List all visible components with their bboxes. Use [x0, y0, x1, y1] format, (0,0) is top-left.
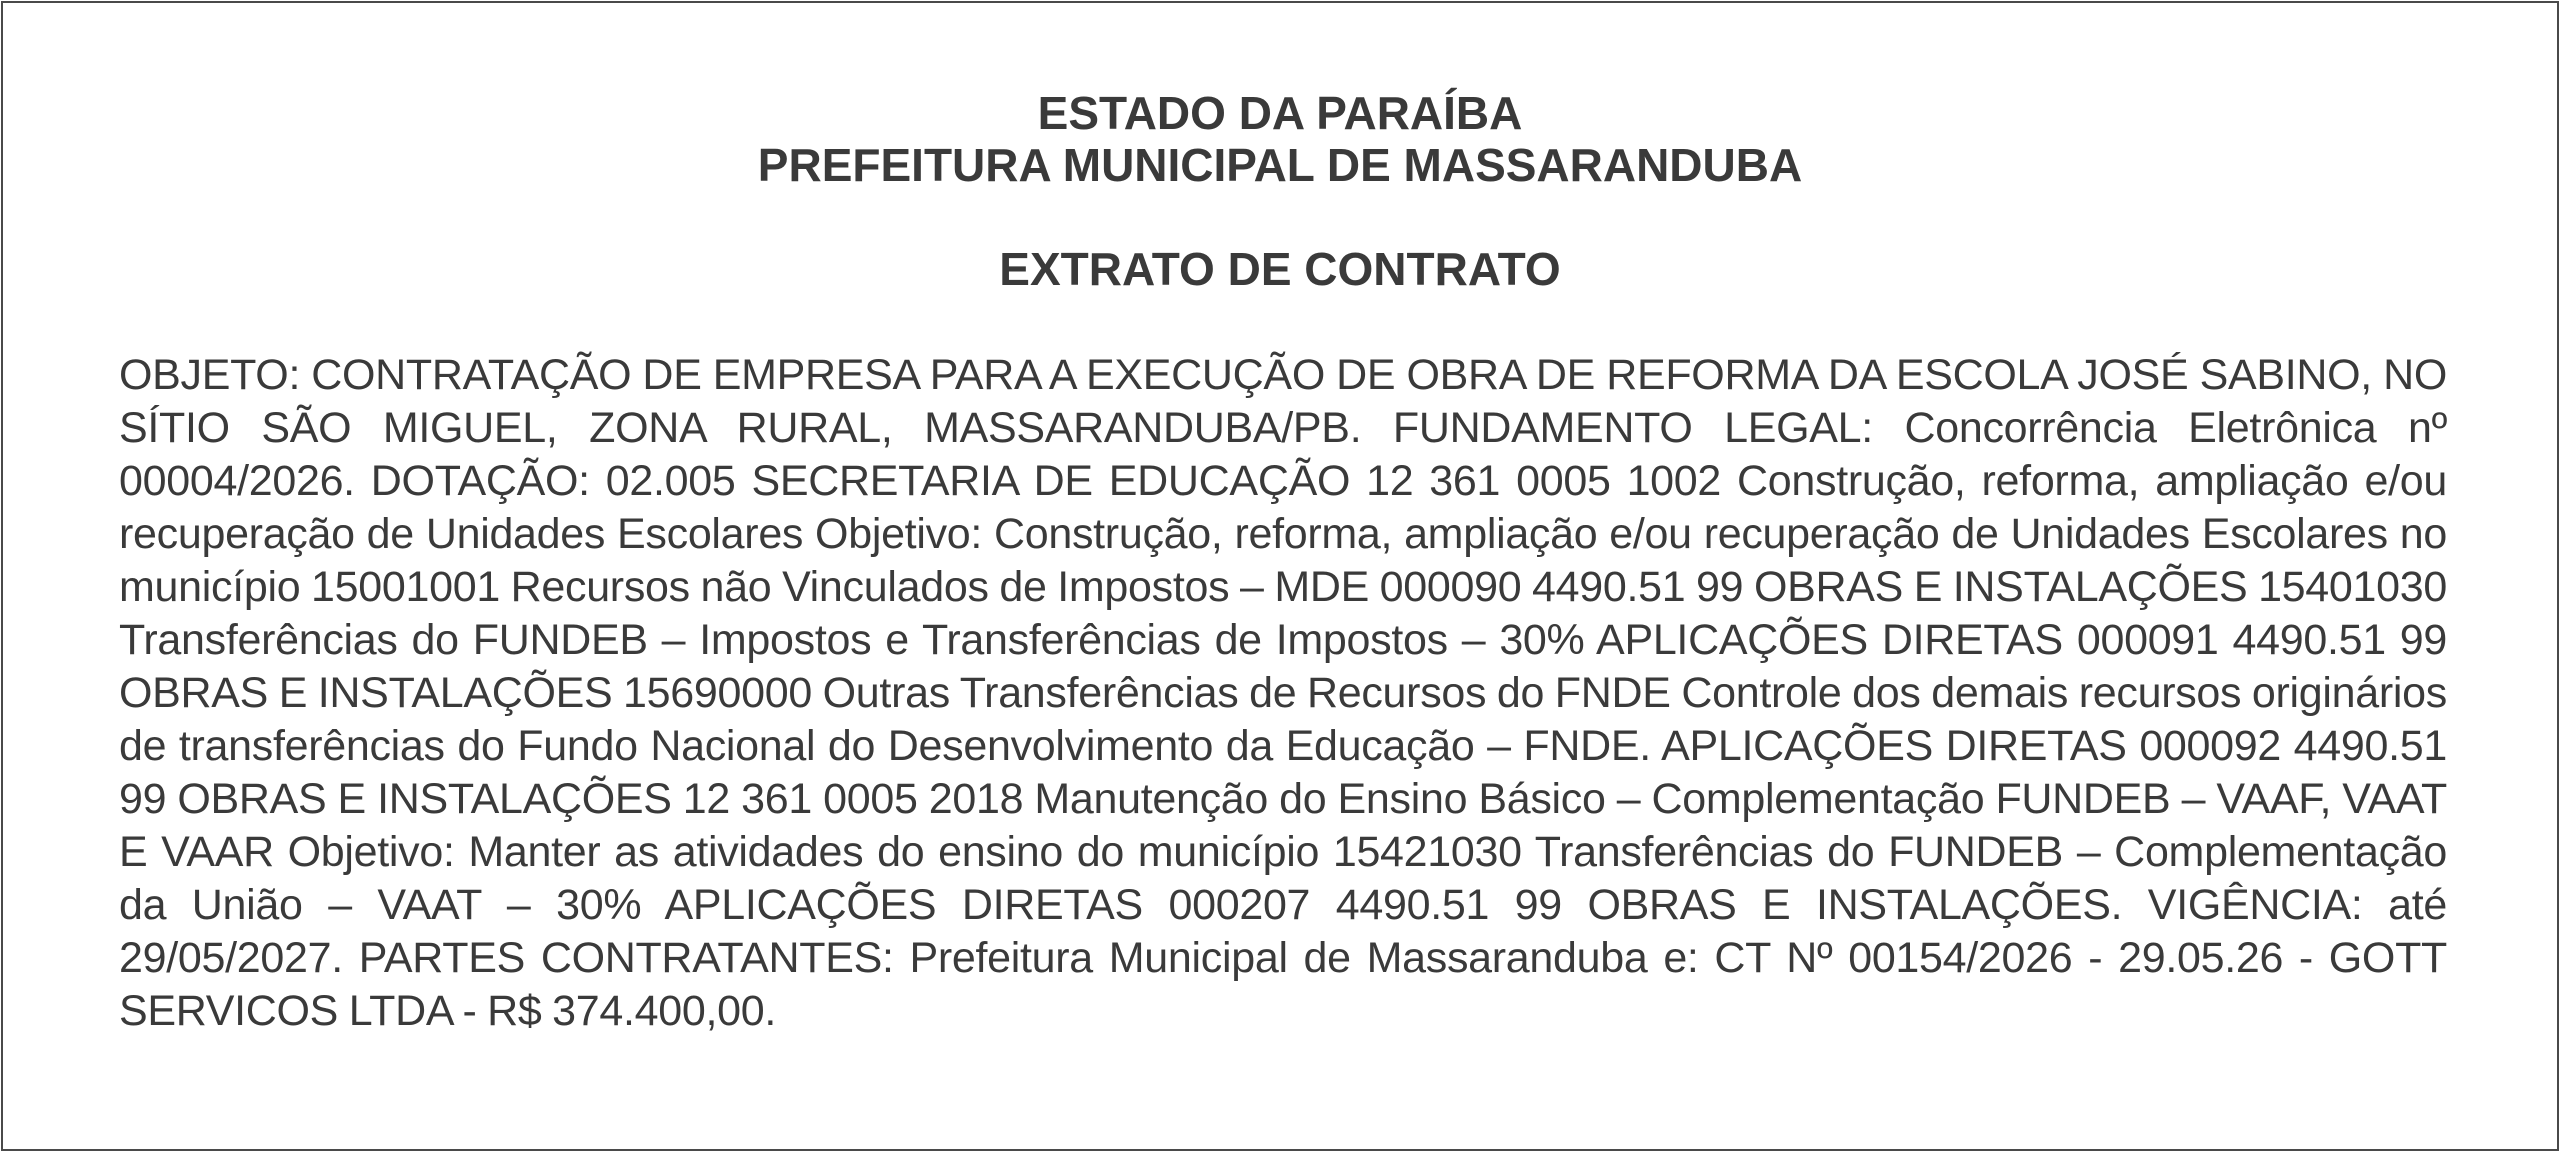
municipality-heading: PREFEITURA MUNICIPAL DE MASSARANDUBA: [757, 139, 1803, 191]
document-frame: [1, 1, 2559, 1151]
contract-extract-body: OBJETO: CONTRATAÇÃO DE EMPRESA PARA A EXECUÇÃO DE OBRA DE REFORMA DA ESCOLA JOSÉ SABINO, NO SÍTIO SÃO MIGUEL, ZONA RURAL, MASSARANDUBA/PB. FUNDAMENTO LEGAL: Concorrência Eletrônica nº 00004/2026. DOTAÇÃO: 02.005 SECRETARIA DE EDUCAÇÃO 12 361 0005 1002 Construção, reforma, ampliação e/ou recuperação de Unidades Escolares Objetivo: Construção, reforma, ampliação e/ou recuperação de Unidades Escolares no município 15001001 Recursos não Vinculados de Impostos – MDE 000090 4490.51 99 OBRAS E INSTALAÇÕES 15401030 Transferências do FUNDEB – Impostos e Transferências de Impostos – 30% APLICAÇÕES DIRETAS 000091 4490.51 99 OBRAS E INSTALAÇÕES 15690000 Outras Transferências de Recursos do FNDE Controle dos demais recursos originários de transferências do Fundo Nacional do Desenvolvimento da Educação – FNDE. APLICAÇÕES DIRETAS 000092 4490.51 99 OBRAS E INSTALAÇÕES 12 361 0005 2018 Manutenção do Ensino Básico – Complementação FUNDEB – VAAF, VAAT E VAAR Objetivo: Manter as atividades do ensino do município 15421030 Transferências do FUNDEB – Complementação da União – VAAT – 30% APLICAÇÕES DIRETAS 000207 4490.51 99 OBRAS E INSTALAÇÕES. VIGÊNCIA: até 29/05/2027. PARTES CONTRATANTES: Prefeitura Municipal de Massaranduba e: CT Nº 00154/2026 - 29.05.26 - GOTT SERVICOS LTDA - R$ 374.400,00.: [119, 351, 2447, 1035]
document-title: EXTRATO DE CONTRATO: [999, 243, 1561, 295]
state-heading: ESTADO DA PARAÍBA: [1037, 87, 1523, 139]
